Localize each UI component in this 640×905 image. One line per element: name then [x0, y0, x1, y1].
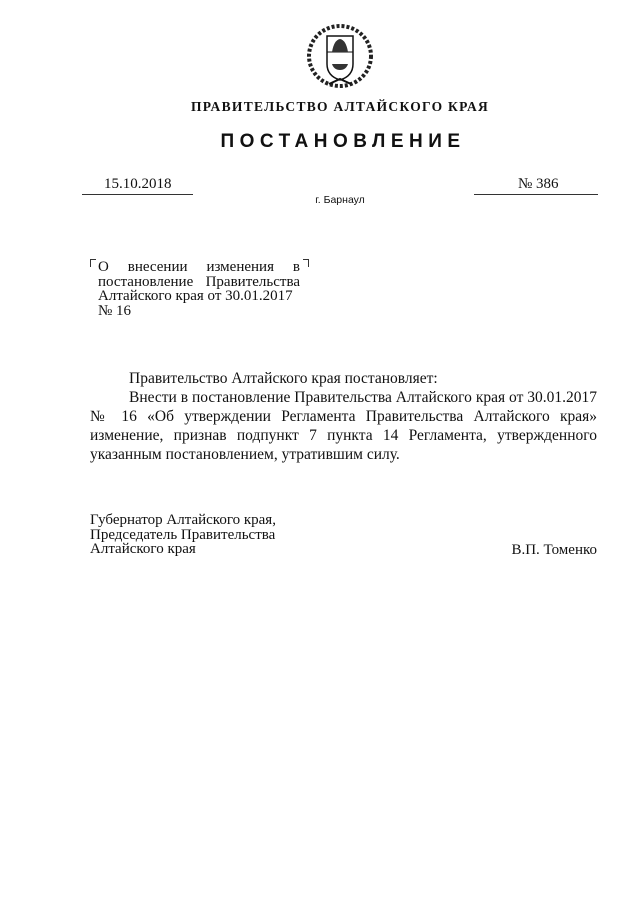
subject-line: О внесении изменения в	[98, 259, 300, 275]
subject-block	[98, 260, 300, 318]
document-body	[90, 369, 597, 464]
body-line: Внести в постановление Правительства Алтайского края от 30.01.2017	[129, 389, 597, 406]
subject-line: постановление Правительства	[98, 273, 300, 290]
document-number: № 386	[518, 176, 559, 192]
document-date: 15.10.2018	[104, 176, 172, 192]
body-line: указанным постановлением, утратившим силу.	[90, 446, 400, 463]
subject-corner-right	[303, 259, 309, 267]
subject-line: № 16	[98, 302, 132, 319]
signature-line: Председатель Правительства	[90, 526, 276, 543]
signatory-name: В.П. Томенко	[511, 542, 597, 558]
body-line: изменение, признав подпункт 7 пункта 14 Регламента, утвержденного	[90, 427, 597, 444]
signature-line: Губернатор Алтайского края,	[90, 512, 276, 528]
body-line: № 16 «Об утверждении Регламента Правительства Алтайского края»	[90, 408, 597, 425]
signature-line: Алтайского края	[90, 541, 196, 557]
organization-title: ПРАВИТЕЛЬСТВО АЛТАЙСКОГО КРАЯ	[190, 99, 490, 114]
body-line: Правительство Алтайского края постановляет:	[129, 370, 438, 387]
coat-of-arms-emblem	[305, 22, 375, 88]
document-type-title: ПОСТАНОВЛЕНИЕ	[220, 131, 466, 152]
city: г. Барнаул	[315, 194, 365, 206]
subject-corner-left	[90, 259, 96, 267]
subject-line: Алтайского края от 30.01.2017	[98, 288, 293, 304]
signatory-position	[90, 513, 276, 557]
